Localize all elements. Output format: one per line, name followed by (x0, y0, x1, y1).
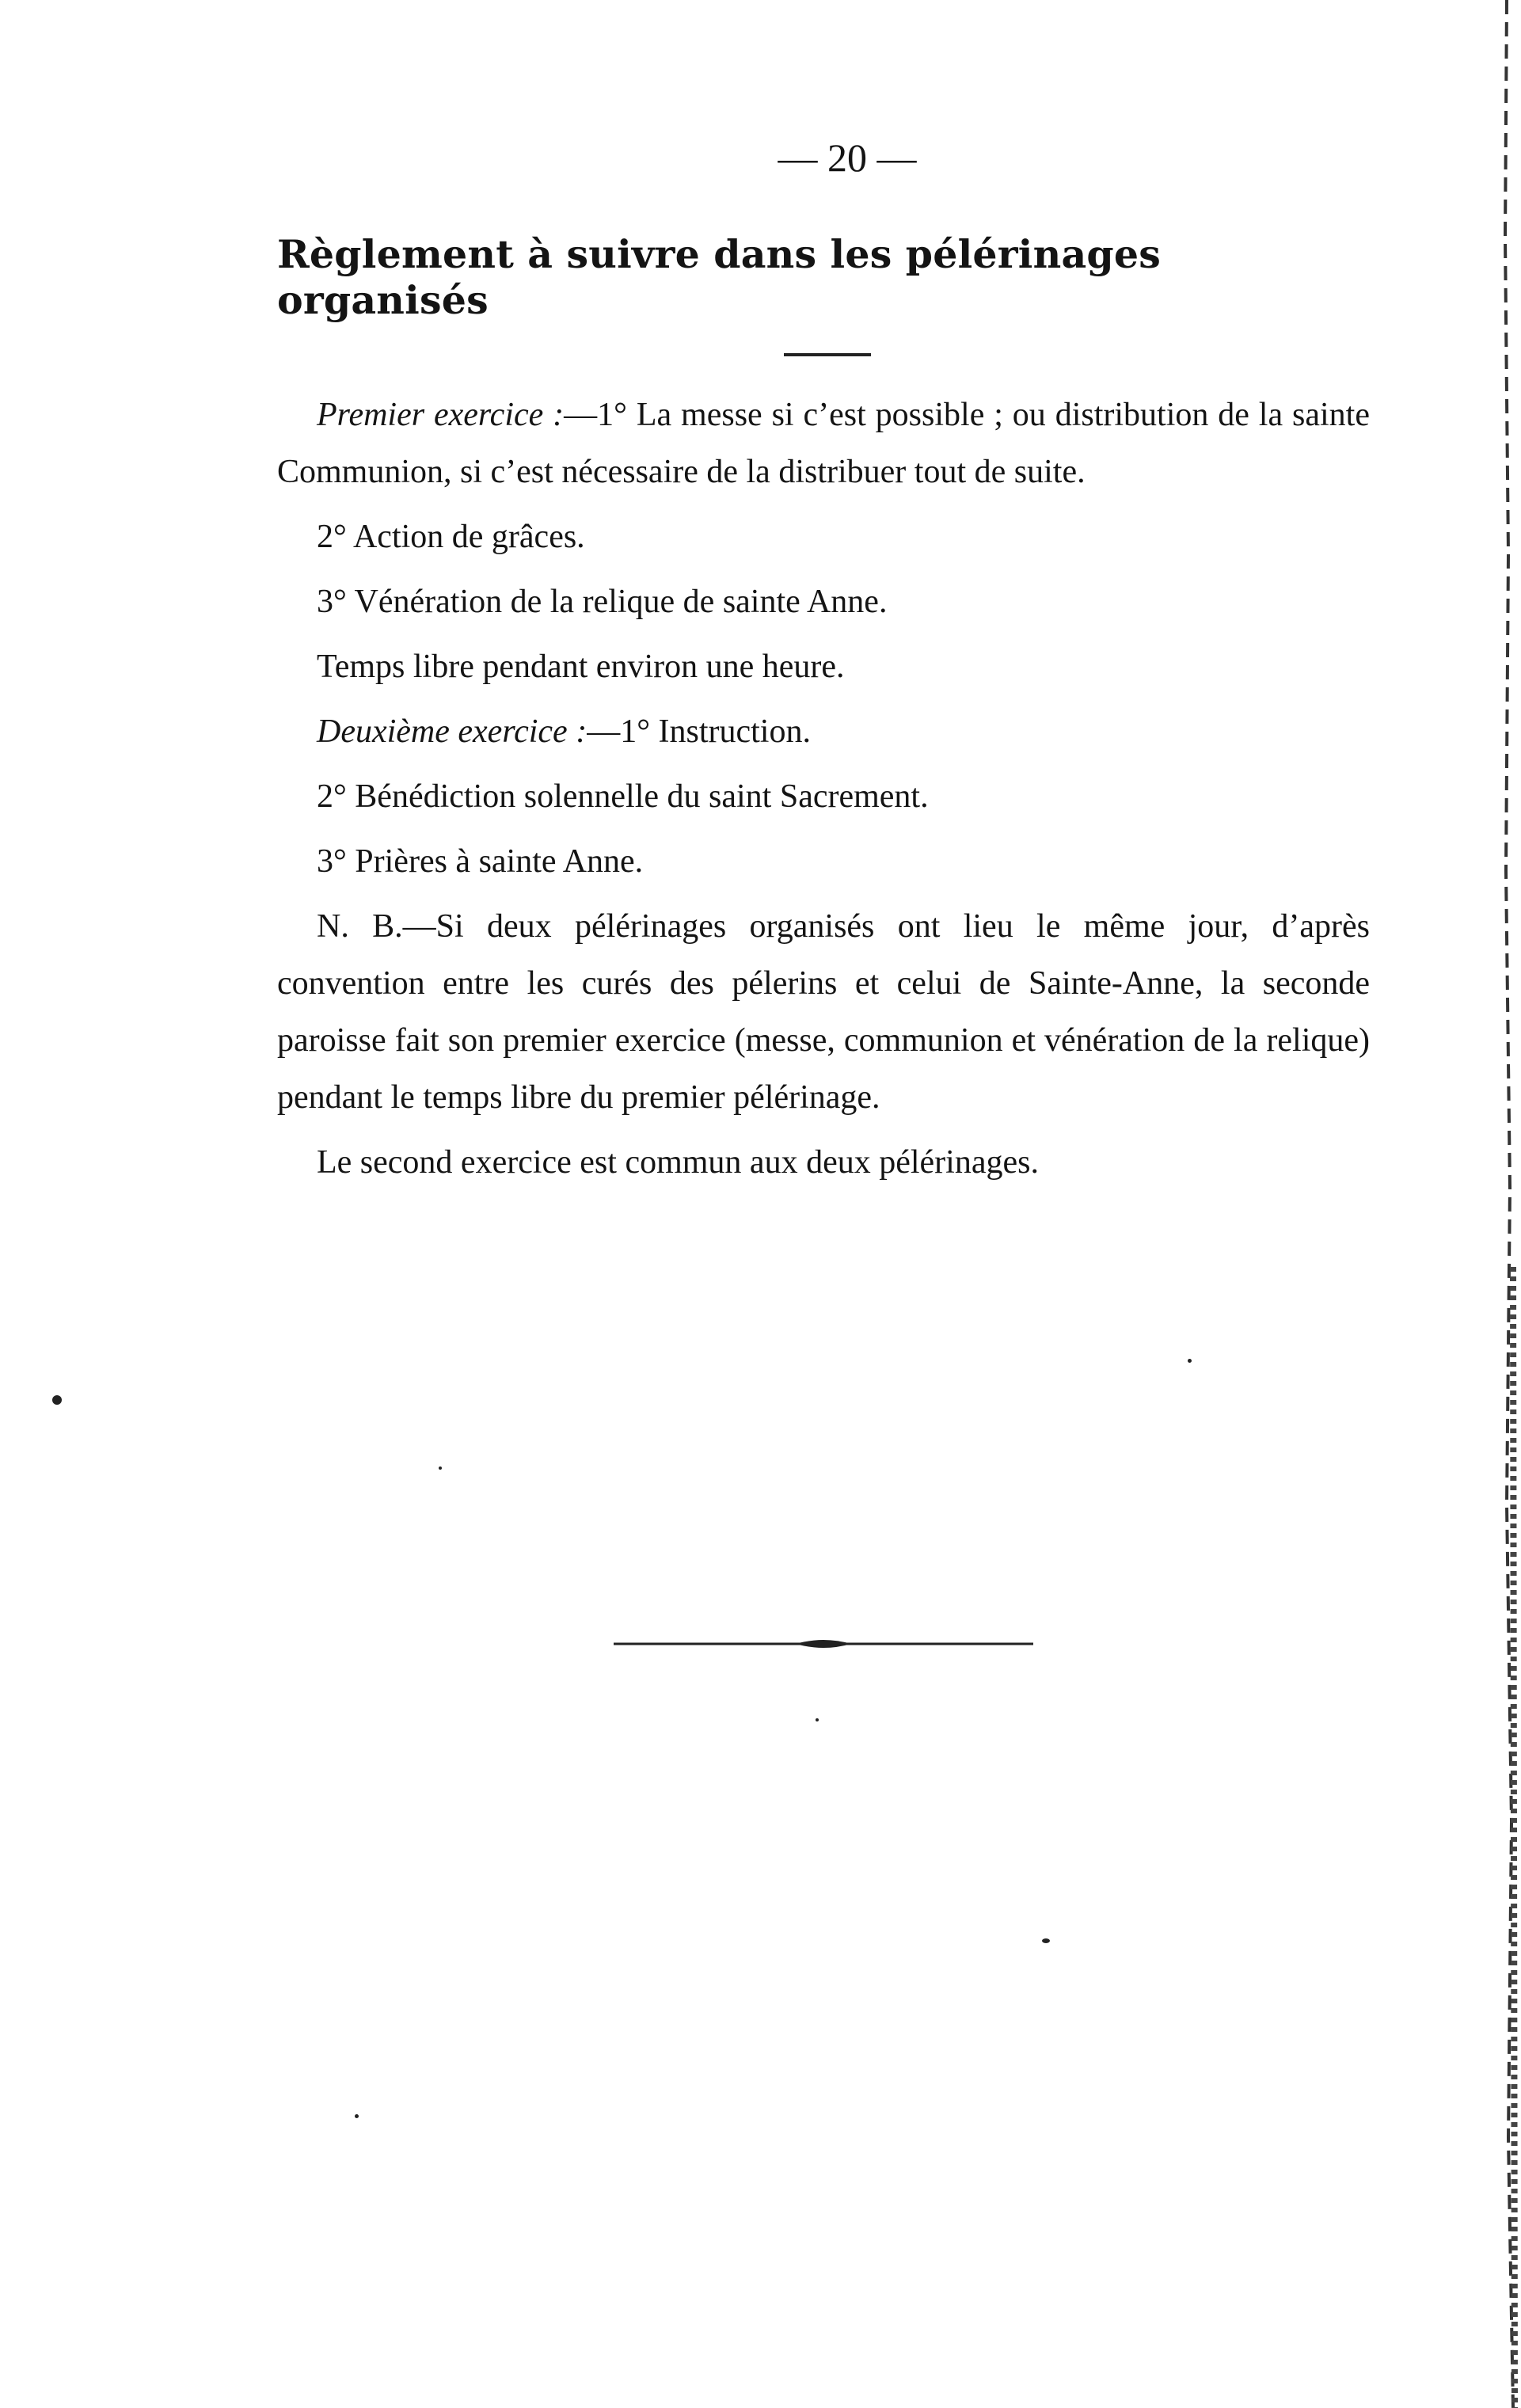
ink-speck (439, 1466, 442, 1470)
ink-speck (1042, 1938, 1050, 1943)
page-edge-shadow (1489, 0, 1521, 2408)
paragraph-premier-exercice (277, 386, 1370, 500)
page-number: — 20 — (778, 135, 917, 180)
ink-speck (1188, 1359, 1192, 1363)
deuxieme-exercice-label: Deuxième exercice : (317, 713, 587, 750)
premier-exercice-label: Premier exercice : (317, 397, 565, 433)
ink-speck (816, 1718, 819, 1721)
paragraph-veneration: 3° Vénération de la relique de sainte Anne. (317, 584, 888, 620)
heading-rule (784, 353, 871, 356)
deuxieme-exercice-text: —1° Instruction. (587, 713, 811, 750)
ink-speck (52, 1395, 62, 1405)
section-heading: Règlement à suivre dans les pélérinages organisés (277, 231, 1162, 323)
paragraph-nota-bene: N. B.—Si deux pélérinages organisés ont lieu le même jour, d’après convention entre les curés des pélerins et celui de Sainte-Anne, la seconde paroisse fait son premier exercice (messe, communion et vénération de la relique) pendant le temps libre du premier pélérinage. (277, 908, 1370, 1116)
premier-exercice-text: —1° La messe si c’est possible ; ou distribution de la sainte Communion, si c’est nécessaire de la distribuer tout de suite. (277, 397, 1370, 490)
paragraph-prieres: 3° Prières à sainte Anne. (317, 843, 644, 880)
paragraph-temps-libre: Temps libre pendant environ une heure. (317, 649, 845, 685)
end-ornament (614, 1634, 1033, 1653)
paragraph-second-exercice: Le second exercice est commun aux deux pélérinages. (317, 1144, 1039, 1181)
paragraph-benediction: 2° Bénédiction solennelle du saint Sacrement. (317, 778, 929, 815)
body-text (277, 386, 1370, 1199)
paragraph-action-de-graces: 2° Action de grâces. (317, 519, 585, 555)
paragraph-deuxieme-exercice (277, 703, 1370, 760)
ink-speck (355, 2114, 359, 2118)
